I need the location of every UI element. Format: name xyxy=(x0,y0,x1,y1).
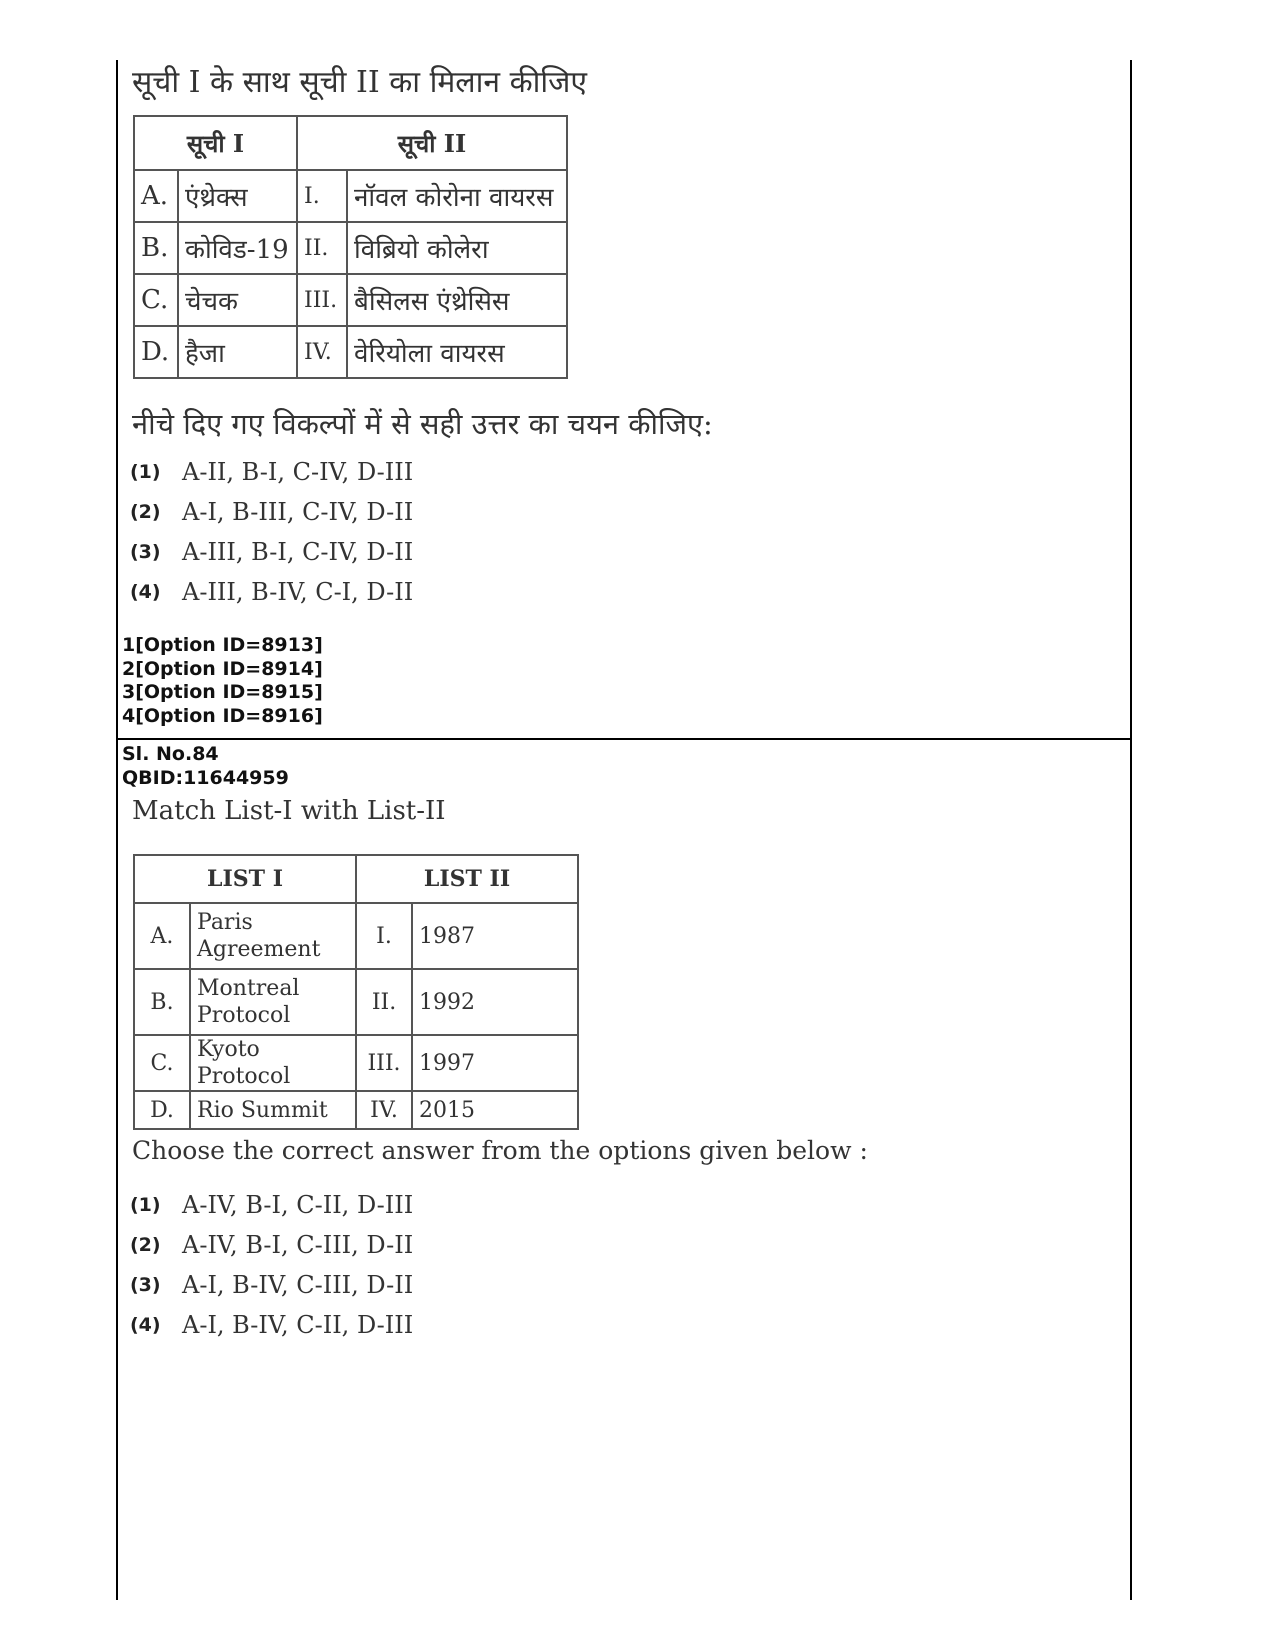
list-1-header: सूची I xyxy=(134,116,297,170)
list-1-header: LIST I xyxy=(134,855,356,903)
list-2-header: सूची II xyxy=(297,116,567,170)
list-1-item: एंथ्रेक्स xyxy=(178,170,297,222)
list-1-item: कोविड-19 xyxy=(178,222,297,274)
option-text: A-IV, B-I, C-III, D-II xyxy=(182,1231,414,1259)
serial-number: Sl. No.84 xyxy=(122,743,219,765)
list-2-item: 1987 xyxy=(412,903,578,969)
question-83-instruction: नीचे दिए गए विकल्पों में से सही उत्तर का चयन कीजिए: xyxy=(132,407,713,441)
question-84-instruction: Choose the correct answer from the options given below : xyxy=(132,1136,868,1165)
row-tag-2: II. xyxy=(297,222,347,274)
list-2-item: 1997 xyxy=(412,1035,578,1091)
option-text: A-III, B-I, C-IV, D-II xyxy=(182,538,414,566)
question-83-match-table xyxy=(133,115,568,379)
row-tag-2: I. xyxy=(356,903,412,969)
row-tag-2: III. xyxy=(356,1035,412,1091)
list-1-item: Paris Agreement xyxy=(190,903,356,969)
question-divider xyxy=(116,738,1132,740)
option-item xyxy=(130,532,413,572)
question-84-match-table xyxy=(133,854,579,1130)
qbid: QBID:11644959 xyxy=(122,766,289,789)
row-tag: A. xyxy=(134,903,190,969)
question-84-title: Match List-I with List-II xyxy=(132,796,446,826)
row-tag: D. xyxy=(134,326,178,378)
option-item xyxy=(130,492,413,532)
question-84-header xyxy=(122,743,289,790)
option-text: A-I, B-IV, C-II, D-III xyxy=(182,1311,414,1339)
table-row xyxy=(134,274,567,326)
option-item xyxy=(130,1225,413,1265)
list-2-item: विब्रियो कोलेरा xyxy=(347,222,567,274)
question-83-title: सूची I के साथ सूची II का मिलान कीजिए xyxy=(132,65,588,100)
list-2-header: LIST II xyxy=(356,855,578,903)
row-tag: A. xyxy=(134,170,178,222)
option-item xyxy=(130,1265,413,1305)
option-text: A-I, B-III, C-IV, D-II xyxy=(182,498,414,526)
option-id: 1[Option ID=8913] xyxy=(122,634,323,656)
option-number: (4) xyxy=(130,581,161,603)
option-number: (2) xyxy=(130,501,161,523)
row-tag-2: II. xyxy=(356,969,412,1035)
row-tag: D. xyxy=(134,1091,190,1129)
table-header-row xyxy=(134,855,578,903)
row-tag-2: III. xyxy=(297,274,347,326)
table-row xyxy=(134,326,567,378)
option-id: 4[Option ID=8916] xyxy=(122,704,323,727)
option-number: (4) xyxy=(130,1314,161,1336)
option-number: (3) xyxy=(130,541,161,563)
table-row xyxy=(134,170,567,222)
option-number: (3) xyxy=(130,1274,161,1296)
question-83-option-ids xyxy=(122,634,323,728)
option-text: A-IV, B-I, C-II, D-III xyxy=(182,1191,414,1219)
list-2-item: नॉवल कोरोना वायरस xyxy=(347,170,567,222)
option-item xyxy=(130,1305,413,1345)
row-tag: B. xyxy=(134,222,178,274)
option-item xyxy=(130,572,413,612)
question-84-options xyxy=(130,1185,413,1345)
option-text: A-I, B-IV, C-III, D-II xyxy=(182,1271,414,1299)
row-tag-2: IV. xyxy=(297,326,347,378)
option-number: (2) xyxy=(130,1234,161,1256)
option-number: (1) xyxy=(130,1194,161,1216)
list-1-item: Rio Summit xyxy=(190,1091,356,1129)
list-2-item: 2015 xyxy=(412,1091,578,1129)
option-id: 2[Option ID=8914] xyxy=(122,657,323,680)
table-row xyxy=(134,1035,578,1091)
row-tag: C. xyxy=(134,1035,190,1091)
table-row xyxy=(134,1091,578,1129)
list-1-item: हैजा xyxy=(178,326,297,378)
question-83-options xyxy=(130,452,413,612)
list-2-item: वेरियोला वायरस xyxy=(347,326,567,378)
table-row xyxy=(134,903,578,969)
option-text: A-III, B-IV, C-I, D-II xyxy=(182,578,414,606)
table-row xyxy=(134,222,567,274)
option-text: A-II, B-I, C-IV, D-III xyxy=(182,458,414,486)
option-id: 3[Option ID=8915] xyxy=(122,681,323,703)
row-tag: C. xyxy=(134,274,178,326)
row-tag-2: I. xyxy=(297,170,347,222)
row-tag: B. xyxy=(134,969,190,1035)
table-header-row xyxy=(134,116,567,170)
list-2-item: बैसिलस एंथ्रेसिस xyxy=(347,274,567,326)
list-1-item: Kyoto Protocol xyxy=(190,1035,356,1091)
list-2-item: 1992 xyxy=(412,969,578,1035)
option-number: (1) xyxy=(130,461,161,483)
row-tag-2: IV. xyxy=(356,1091,412,1129)
option-item xyxy=(130,452,413,492)
table-row xyxy=(134,969,578,1035)
list-1-item: Montreal Protocol xyxy=(190,969,356,1035)
option-item xyxy=(130,1185,413,1225)
list-1-item: चेचक xyxy=(178,274,297,326)
